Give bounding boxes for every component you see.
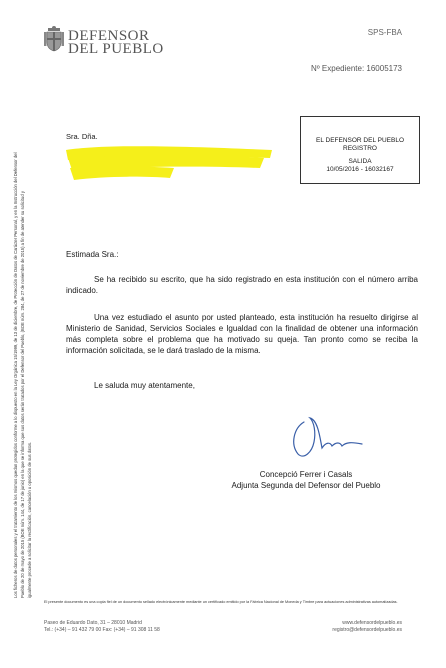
signer-name: Concepció Ferrer i Casals (259, 470, 353, 479)
logo-text-line2: DEL PUEBLO (68, 41, 164, 57)
expediente-number: Nº Expediente: 16005173 (311, 64, 402, 73)
email-link[interactable]: registro@defensordelpueblo.es (332, 627, 402, 633)
stamp-line-institution: EL DEFENSOR DEL PUEBLO (315, 137, 405, 144)
address-line: Paseo de Eduardo Dato, 31 – 28010 Madrid (44, 620, 142, 626)
phone-line: Tel.: (+34) – 91 432 79 00 Fax: (+34) – 91 308 11 58 (44, 627, 160, 633)
reference-code: SPS-FBA (367, 28, 402, 37)
stamp-line-registry: REGISTRO (343, 144, 377, 152)
redaction-highlight (64, 142, 274, 182)
paragraph-resolution: Una vez estudiado el asunto por usted planteado, esta institución ha resuelto dirigirse al Ministerio de Sanidad, Servicios Sociales e Igualdad con la finalidad de obtener una información más completa sobre el problema que ha motivado su queja. Tan pronto como se reciba la información solicitada, se le dará traslado de la misma. (66, 313, 418, 355)
defensor-logo (44, 26, 164, 56)
margin-legal-text-2: Pueblo de 20 de mayo de 2015 (BOE núm. 144, de 17 de junio) en la que se informa que sus datos serán tratados por el Defensor del Pueblo, (BOE núm. 284, de 27 de noviembre de 2015) a fin de atender su solicitud y (20, 191, 25, 598)
stamp-line-date: 10/05/2016 - 16032167 (326, 165, 394, 173)
signer-block (206, 469, 406, 491)
handwritten-signature (284, 408, 364, 464)
footer-address (44, 620, 160, 634)
greeting: Estimada Sra.: (66, 250, 119, 259)
stamp-line-output: SALIDA (348, 158, 372, 165)
registry-stamp (300, 116, 420, 184)
signer-title: Adjunta Segunda del Defensor del Pueblo (231, 481, 381, 490)
coat-of-arms-icon (44, 26, 64, 52)
margin-legal-text-3: igualmente procede a solicitar la rectificación, cancelación u oposición de sus datos. (27, 441, 32, 598)
footer-note: El presente documento es una copia fiel de un documento sellado electrónicamente mediante un certificado emitido por la Fábrica Nacional de Moneda y Timbre para actuaciones administrativas automatizadas. (44, 600, 398, 604)
closing-line: Le saluda muy atentamente, (94, 381, 195, 390)
logo-text-line1: DEFENSOR (68, 28, 150, 44)
margin-legal-text-1: Los ficheros de datos personales y el tratamiento de los mismos quedan protegidos conforme a lo dispuesto en la Ley Orgánica 15/1999, de 13 de diciembre, de Protección de Datos de Carácter Personal, y en la Instrucción del Defensor del (13, 152, 18, 598)
footer-contact (332, 620, 402, 634)
recipient-salutation: Sra. Dña. (66, 132, 98, 141)
website-link[interactable]: www.defensordelpueblo.es (342, 620, 402, 626)
paragraph-received: Se ha recibido su escrito, que ha sido registrado en esta institución con el número arriba indicado. (66, 275, 418, 295)
